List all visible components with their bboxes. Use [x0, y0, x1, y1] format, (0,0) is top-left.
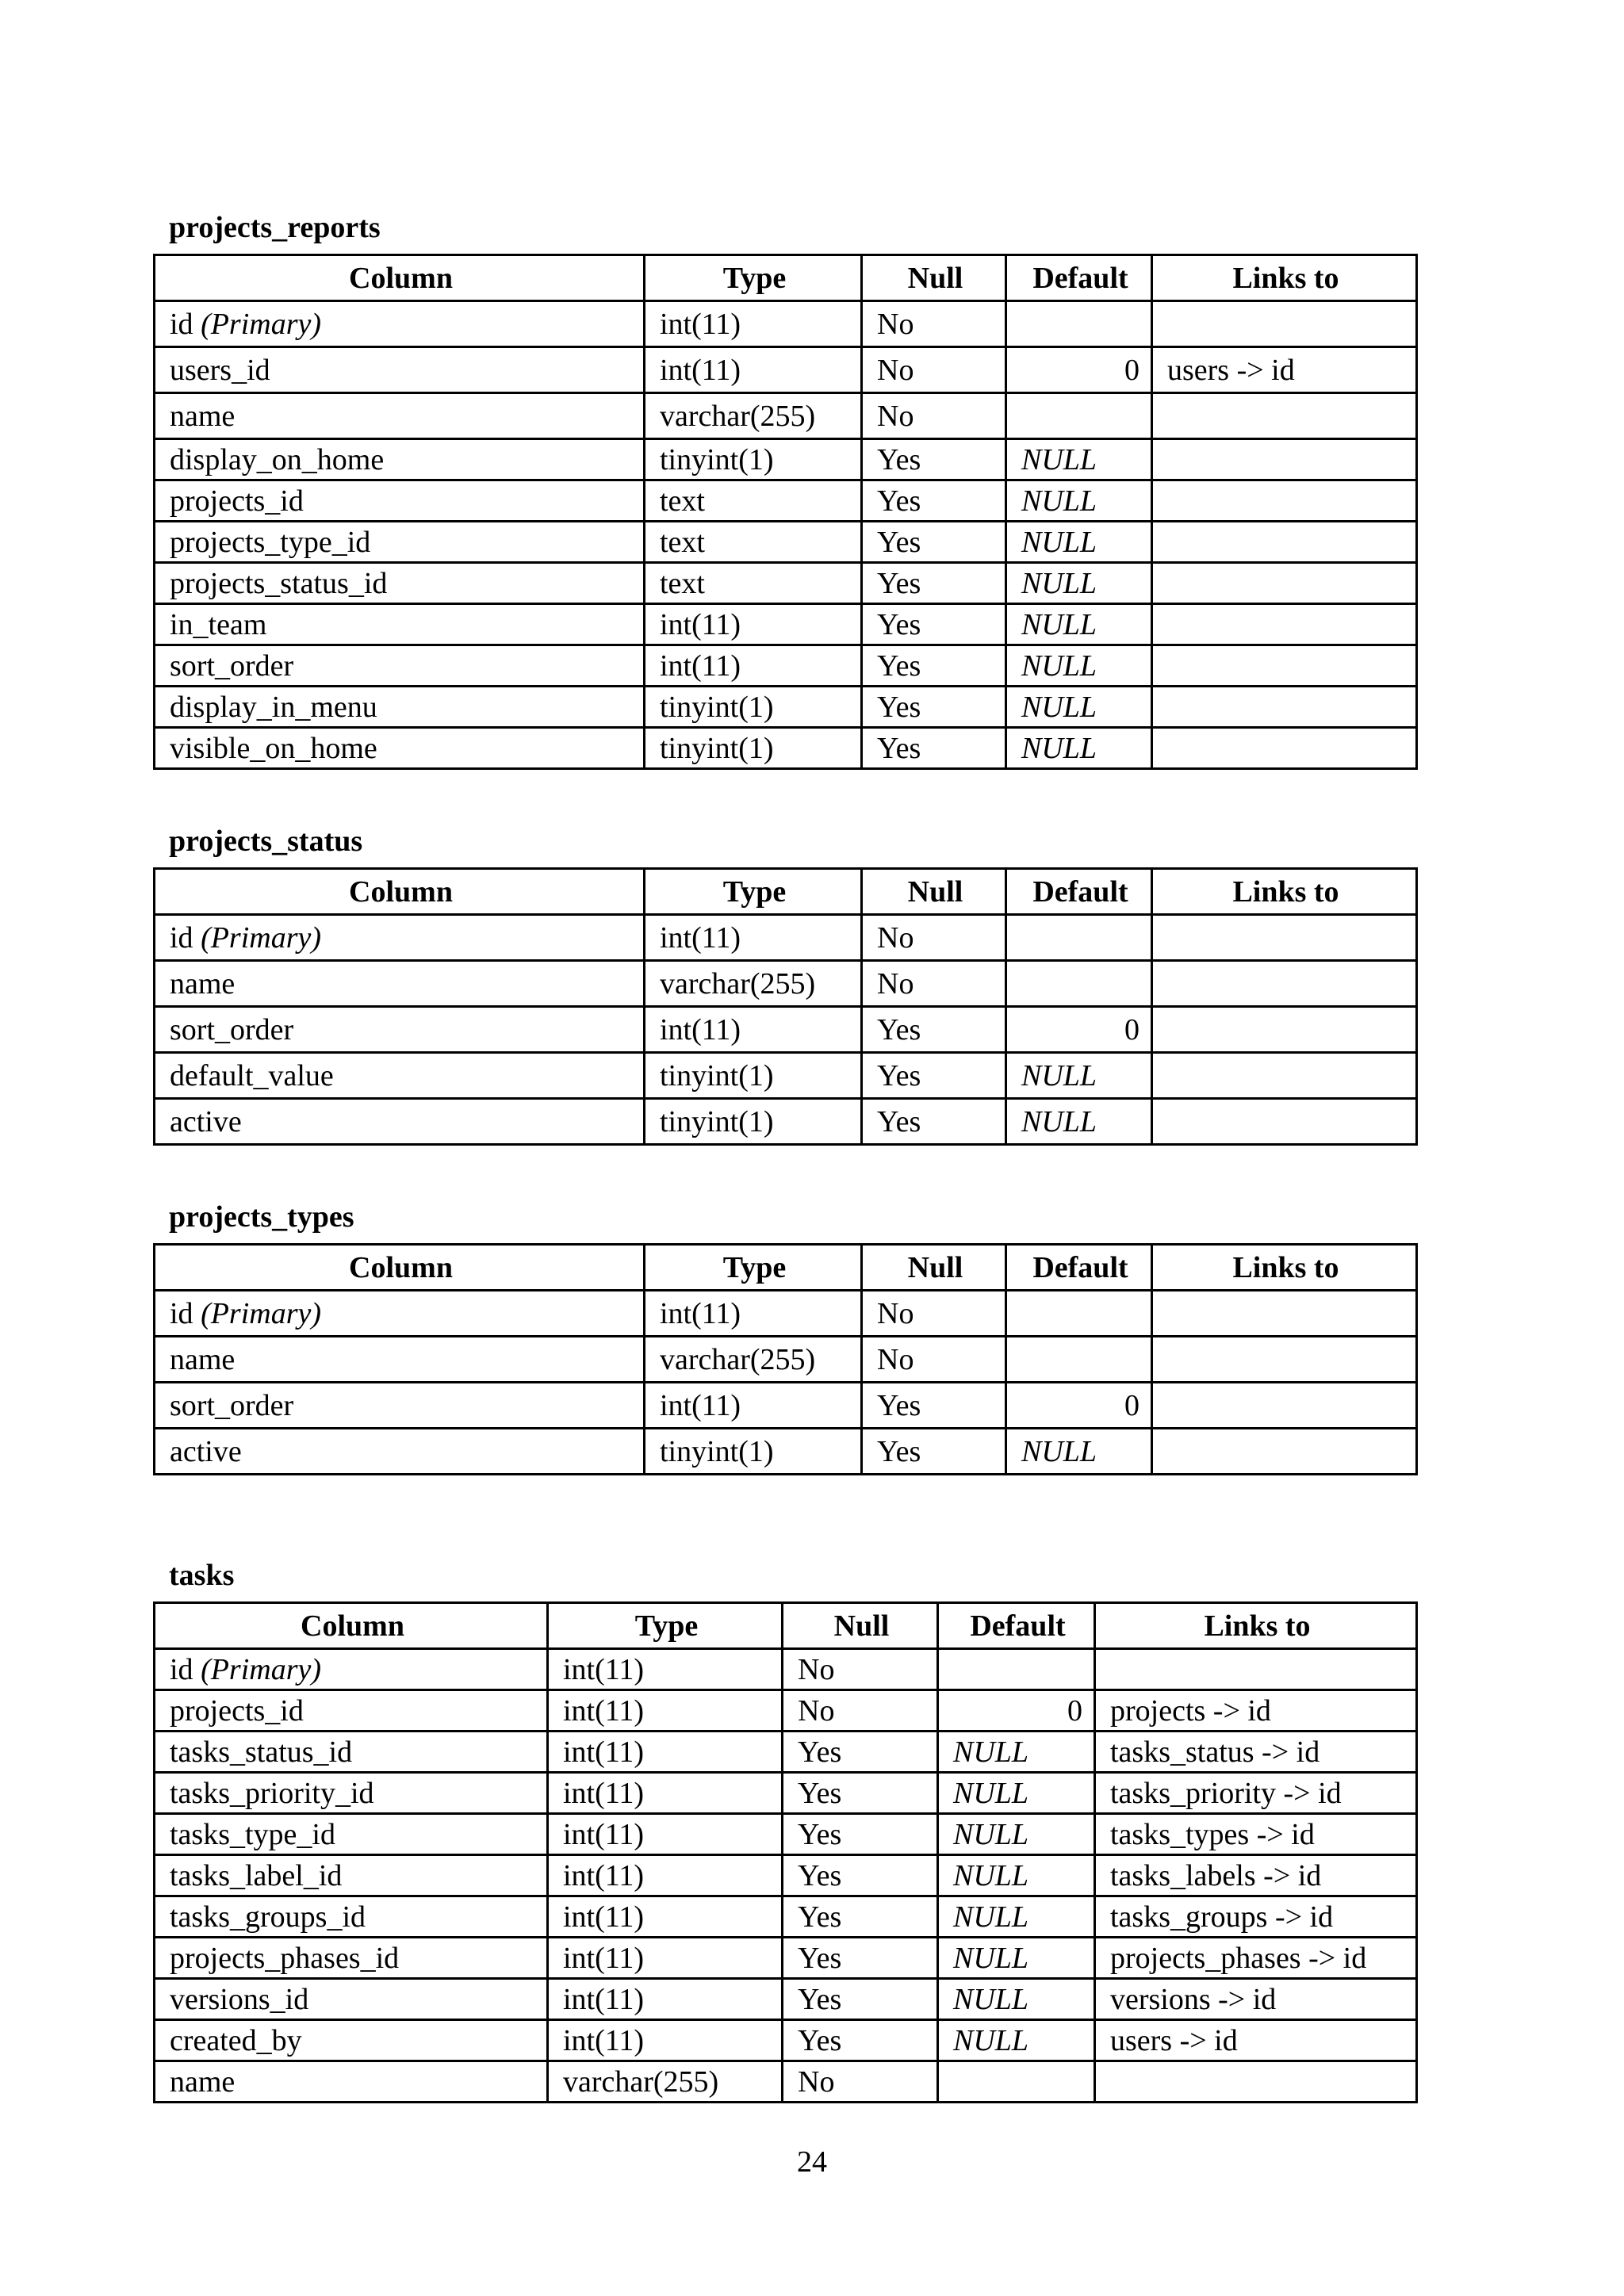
section-title: projects_reports: [169, 211, 381, 244]
cell-column: [155, 2020, 548, 2061]
header-row: [155, 869, 1417, 915]
cell-default: NULL: [938, 1855, 1095, 1896]
cell-type: int(11): [548, 1855, 783, 1896]
cell-default: NULL: [1006, 1099, 1152, 1145]
table-row: [155, 1732, 1417, 1773]
cell-null: Yes: [862, 480, 1006, 522]
cell-links-to: [1152, 645, 1417, 687]
cell-type: int(11): [548, 1690, 783, 1732]
section-projects-types: [153, 1202, 1418, 1475]
header-row: [155, 1603, 1417, 1649]
cell-links-to: tasks_types -> id: [1095, 1814, 1417, 1855]
header-type: Type: [645, 1245, 862, 1291]
cell-type: tinyint(1): [645, 439, 862, 480]
column-name: active: [170, 1104, 242, 1138]
cell-null: Yes: [862, 687, 1006, 728]
table-row: [155, 645, 1417, 687]
header-row: [155, 255, 1417, 301]
cell-type: int(11): [548, 1896, 783, 1938]
cell-column: [155, 1896, 548, 1938]
table-row: [155, 1855, 1417, 1896]
cell-null: No: [862, 1291, 1006, 1337]
cell-column: [155, 1732, 548, 1773]
cell-links-to: [1152, 1429, 1417, 1475]
header-default: Default: [1006, 255, 1152, 301]
column-name: tasks_status_id: [170, 1735, 353, 1769]
cell-default: NULL: [938, 1896, 1095, 1938]
primary-key-marker: (Primary): [201, 1652, 322, 1686]
cell-null: No: [783, 1649, 938, 1690]
cell-type: tinyint(1): [645, 1053, 862, 1099]
header-type: Type: [548, 1603, 783, 1649]
cell-column: [155, 728, 645, 769]
cell-links-to: [1152, 961, 1417, 1007]
cell-null: Yes: [862, 1099, 1006, 1145]
cell-type: int(11): [548, 1979, 783, 2020]
header-type: Type: [645, 255, 862, 301]
header-links-to: Links to: [1095, 1603, 1417, 1649]
table-row: [155, 915, 1417, 961]
cell-type: tinyint(1): [645, 728, 862, 769]
column-name: projects_id: [170, 484, 304, 518]
cell-null: Yes: [862, 1007, 1006, 1053]
column-name: sort_order: [170, 649, 294, 683]
cell-column: [155, 1099, 645, 1145]
cell-column: [155, 1814, 548, 1855]
cell-links-to: [1152, 522, 1417, 563]
table-row: [155, 522, 1417, 563]
cell-links-to: [1152, 1007, 1417, 1053]
cell-links-to: [1152, 1053, 1417, 1099]
column-name: active: [170, 1434, 242, 1468]
column-name: name: [170, 966, 236, 1001]
cell-default: 0: [1006, 1383, 1152, 1429]
column-name: projects_id: [170, 1693, 304, 1728]
cell-type: tinyint(1): [645, 1099, 862, 1145]
cell-links-to: [1095, 2061, 1417, 2103]
cell-default: NULL: [1006, 439, 1152, 480]
table-row: [155, 2020, 1417, 2061]
cell-default: NULL: [1006, 687, 1152, 728]
table-row: [155, 347, 1417, 393]
cell-type: varchar(255): [645, 393, 862, 439]
column-name: name: [170, 1342, 236, 1376]
table-row: [155, 1649, 1417, 1690]
column-name: users_id: [170, 353, 270, 387]
header-links-to: Links to: [1152, 255, 1417, 301]
section-projects-status: [153, 826, 1418, 1146]
cell-default: 0: [1006, 1007, 1152, 1053]
cell-type: int(11): [548, 1938, 783, 1979]
cell-null: No: [862, 301, 1006, 347]
cell-links-to: [1152, 728, 1417, 769]
cell-null: Yes: [783, 1979, 938, 2020]
cell-links-to: [1152, 1337, 1417, 1383]
table-row: [155, 1896, 1417, 1938]
cell-default: [1006, 915, 1152, 961]
cell-type: int(11): [548, 1649, 783, 1690]
column-name: projects_status_id: [170, 566, 388, 600]
cell-null: Yes: [862, 1053, 1006, 1099]
cell-default: [938, 1649, 1095, 1690]
cell-default: NULL: [1006, 563, 1152, 604]
cell-type: int(11): [645, 645, 862, 687]
cell-column: [155, 1938, 548, 1979]
cell-type: int(11): [645, 915, 862, 961]
cell-null: No: [862, 915, 1006, 961]
schema-table: [153, 867, 1418, 1146]
header-column: Column: [155, 869, 645, 915]
table-row: [155, 1291, 1417, 1337]
cell-default: NULL: [1006, 480, 1152, 522]
section-projects-reports: [153, 212, 1418, 770]
section-title: projects_types: [169, 1200, 354, 1234]
cell-column: [155, 393, 645, 439]
cell-type: tinyint(1): [645, 1429, 862, 1475]
cell-column: [155, 687, 645, 728]
header-links-to: Links to: [1152, 1245, 1417, 1291]
cell-type: text: [645, 522, 862, 563]
header-default: Default: [938, 1603, 1095, 1649]
table-row: [155, 1938, 1417, 1979]
cell-default: 0: [938, 1690, 1095, 1732]
cell-type: int(11): [645, 1007, 862, 1053]
cell-default: 0: [1006, 347, 1152, 393]
column-name: visible_on_home: [170, 731, 377, 765]
table-row: [155, 1814, 1417, 1855]
table-row: [155, 563, 1417, 604]
cell-column: [155, 961, 645, 1007]
column-name: display_on_home: [170, 442, 385, 476]
cell-links-to: [1152, 480, 1417, 522]
cell-links-to: tasks_groups -> id: [1095, 1896, 1417, 1938]
table-row: [155, 1053, 1417, 1099]
cell-type: int(11): [548, 1773, 783, 1814]
column-name: sort_order: [170, 1012, 294, 1047]
cell-default: [1006, 1291, 1152, 1337]
cell-null: Yes: [783, 1855, 938, 1896]
header-column: Column: [155, 1603, 548, 1649]
cell-default: NULL: [1006, 645, 1152, 687]
cell-default: NULL: [938, 1814, 1095, 1855]
cell-column: [155, 1007, 645, 1053]
cell-null: Yes: [862, 728, 1006, 769]
header-default: Default: [1006, 869, 1152, 915]
cell-column: [155, 439, 645, 480]
cell-default: NULL: [938, 1732, 1095, 1773]
column-name: name: [170, 399, 236, 433]
cell-type: tinyint(1): [645, 687, 862, 728]
cell-null: No: [862, 347, 1006, 393]
cell-default: [1006, 961, 1152, 1007]
cell-links-to: [1152, 687, 1417, 728]
header-null: Null: [862, 1245, 1006, 1291]
cell-type: varchar(255): [645, 1337, 862, 1383]
cell-null: Yes: [783, 1896, 938, 1938]
column-name: display_in_menu: [170, 690, 377, 724]
column-name: tasks_type_id: [170, 1817, 335, 1851]
column-name: projects_phases_id: [170, 1941, 400, 1975]
cell-column: [155, 563, 645, 604]
cell-default: NULL: [1006, 728, 1152, 769]
column-name: id: [170, 920, 193, 955]
cell-type: int(11): [548, 2020, 783, 2061]
cell-links-to: users -> id: [1152, 347, 1417, 393]
cell-null: Yes: [862, 439, 1006, 480]
cell-column: [155, 1690, 548, 1732]
cell-null: Yes: [783, 1773, 938, 1814]
header-row: [155, 1245, 1417, 1291]
cell-column: [155, 1855, 548, 1896]
header-column: Column: [155, 255, 645, 301]
table-row: [155, 301, 1417, 347]
section-title: tasks: [169, 1559, 235, 1592]
cell-null: Yes: [862, 604, 1006, 645]
table-row: [155, 1773, 1417, 1814]
cell-type: int(11): [645, 1291, 862, 1337]
table-row: [155, 728, 1417, 769]
cell-links-to: [1152, 301, 1417, 347]
table-row: [155, 1429, 1417, 1475]
cell-null: Yes: [862, 1429, 1006, 1475]
table-row: [155, 480, 1417, 522]
schema-table: [153, 1601, 1418, 2103]
cell-column: [155, 1053, 645, 1099]
table-row: [155, 1337, 1417, 1383]
column-name: name: [170, 2064, 236, 2099]
header-links-to: Links to: [1152, 869, 1417, 915]
cell-null: No: [862, 393, 1006, 439]
table-row: [155, 393, 1417, 439]
cell-type: varchar(255): [548, 2061, 783, 2103]
cell-null: Yes: [862, 1383, 1006, 1429]
section-tasks: [153, 1560, 1418, 2103]
table-row: [155, 604, 1417, 645]
column-name: projects_type_id: [170, 525, 371, 559]
cell-links-to: tasks_status -> id: [1095, 1732, 1417, 1773]
cell-null: Yes: [783, 1732, 938, 1773]
cell-default: NULL: [938, 1938, 1095, 1979]
cell-column: [155, 1291, 645, 1337]
cell-null: No: [783, 1690, 938, 1732]
table-row: [155, 687, 1417, 728]
column-name: id: [170, 1652, 193, 1686]
cell-links-to: versions -> id: [1095, 1979, 1417, 2020]
cell-type: int(11): [645, 301, 862, 347]
cell-links-to: [1152, 393, 1417, 439]
cell-column: [155, 347, 645, 393]
cell-null: Yes: [862, 563, 1006, 604]
cell-links-to: [1152, 1383, 1417, 1429]
cell-links-to: tasks_labels -> id: [1095, 1855, 1417, 1896]
cell-type: text: [645, 563, 862, 604]
column-name: id: [170, 307, 193, 341]
cell-null: Yes: [783, 2020, 938, 2061]
cell-default: NULL: [938, 1979, 1095, 2020]
table-row: [155, 961, 1417, 1007]
cell-links-to: projects_phases -> id: [1095, 1938, 1417, 1979]
column-name: sort_order: [170, 1388, 294, 1422]
cell-null: Yes: [862, 522, 1006, 563]
cell-links-to: projects -> id: [1095, 1690, 1417, 1732]
cell-type: int(11): [645, 347, 862, 393]
column-name: versions_id: [170, 1982, 309, 2016]
cell-column: [155, 480, 645, 522]
cell-column: [155, 1773, 548, 1814]
cell-links-to: [1152, 1291, 1417, 1337]
cell-default: [938, 2061, 1095, 2103]
cell-type: int(11): [548, 1814, 783, 1855]
cell-links-to: tasks_priority -> id: [1095, 1773, 1417, 1814]
header-type: Type: [645, 869, 862, 915]
cell-column: [155, 1337, 645, 1383]
cell-default: NULL: [1006, 604, 1152, 645]
cell-null: No: [783, 2061, 938, 2103]
cell-type: text: [645, 480, 862, 522]
primary-key-marker: (Primary): [201, 307, 322, 341]
cell-links-to: users -> id: [1095, 2020, 1417, 2061]
cell-default: NULL: [1006, 1429, 1152, 1475]
cell-column: [155, 1649, 548, 1690]
cell-type: int(11): [645, 604, 862, 645]
cell-default: NULL: [1006, 1053, 1152, 1099]
cell-links-to: [1152, 1099, 1417, 1145]
cell-default: NULL: [1006, 522, 1152, 563]
table-row: [155, 2061, 1417, 2103]
cell-default: [1006, 393, 1152, 439]
header-column: Column: [155, 1245, 645, 1291]
cell-type: int(11): [548, 1732, 783, 1773]
table-row: [155, 439, 1417, 480]
column-name: id: [170, 1296, 193, 1330]
cell-column: [155, 645, 645, 687]
cell-default: [1006, 301, 1152, 347]
table-row: [155, 1383, 1417, 1429]
table-row: [155, 1690, 1417, 1732]
cell-links-to: [1152, 604, 1417, 645]
schema-table: [153, 1243, 1418, 1475]
table-row: [155, 1007, 1417, 1053]
cell-default: NULL: [938, 2020, 1095, 2061]
page-number: 24: [797, 2145, 827, 2179]
header-null: Null: [862, 255, 1006, 301]
column-name: default_value: [170, 1058, 334, 1093]
cell-column: [155, 604, 645, 645]
cell-links-to: [1152, 915, 1417, 961]
table-row: [155, 1099, 1417, 1145]
cell-column: [155, 915, 645, 961]
column-name: tasks_groups_id: [170, 1900, 366, 1934]
schema-table: [153, 254, 1418, 770]
cell-default: NULL: [938, 1773, 1095, 1814]
column-name: tasks_label_id: [170, 1858, 343, 1892]
cell-default: [1006, 1337, 1152, 1383]
cell-null: No: [862, 1337, 1006, 1383]
cell-links-to: [1095, 1649, 1417, 1690]
cell-column: [155, 301, 645, 347]
cell-type: varchar(255): [645, 961, 862, 1007]
section-title: projects_status: [169, 825, 363, 858]
cell-column: [155, 1979, 548, 2020]
cell-column: [155, 1429, 645, 1475]
cell-links-to: [1152, 439, 1417, 480]
primary-key-marker: (Primary): [201, 1296, 322, 1330]
header-default: Default: [1006, 1245, 1152, 1291]
cell-null: Yes: [862, 645, 1006, 687]
cell-type: int(11): [645, 1383, 862, 1429]
cell-null: No: [862, 961, 1006, 1007]
cell-null: Yes: [783, 1814, 938, 1855]
column-name: created_by: [170, 2023, 302, 2057]
cell-null: Yes: [783, 1938, 938, 1979]
header-null: Null: [862, 869, 1006, 915]
header-null: Null: [783, 1603, 938, 1649]
cell-column: [155, 1383, 645, 1429]
cell-links-to: [1152, 563, 1417, 604]
table-row: [155, 1979, 1417, 2020]
column-name: tasks_priority_id: [170, 1776, 374, 1810]
cell-column: [155, 522, 645, 563]
cell-column: [155, 2061, 548, 2103]
primary-key-marker: (Primary): [201, 920, 322, 955]
column-name: in_team: [170, 607, 267, 641]
